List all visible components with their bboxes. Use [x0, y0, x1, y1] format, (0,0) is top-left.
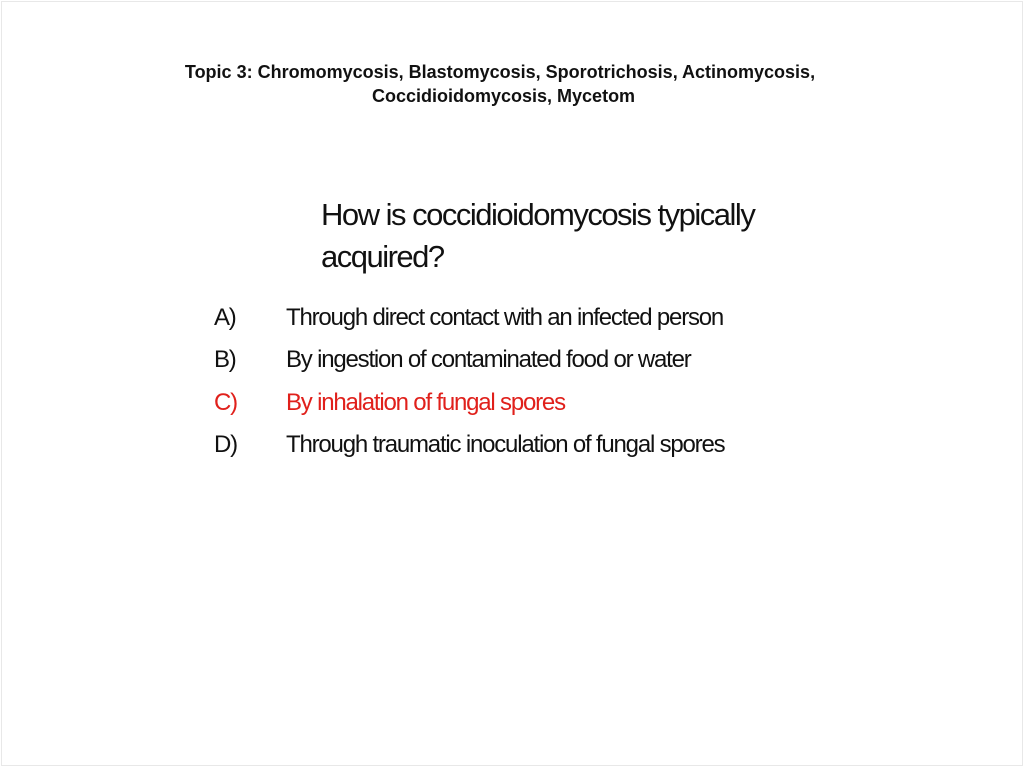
option-text: Through traumatic inoculation of fungal spores	[286, 431, 725, 458]
option-letter: D)	[214, 431, 237, 458]
option-b	[214, 346, 691, 374]
option-letter: A)	[214, 304, 236, 331]
option-c-correct	[214, 389, 565, 417]
option-text: Through direct contact with an infected person	[286, 304, 724, 331]
option-text: By inhalation of fungal spores	[286, 389, 565, 416]
question	[321, 194, 754, 278]
option-letter: B)	[214, 346, 236, 373]
option-text: By ingestion of contaminated food or water	[286, 346, 691, 373]
option-letter: C)	[214, 389, 237, 416]
slide-title-line1: Topic 3: Chromomycosis, Blastomycosis, Sporotrichosis, Actinomycosis,	[184, 62, 816, 82]
slide-title-line2: Coccidioidomycosis, Mycetom	[372, 86, 636, 106]
slide-frame	[1, 1, 1023, 766]
question-line2: acquired?	[321, 239, 444, 274]
question-line1: How is coccidioidomycosis typically	[321, 197, 755, 232]
option-d	[214, 431, 724, 459]
option-a	[214, 304, 723, 332]
